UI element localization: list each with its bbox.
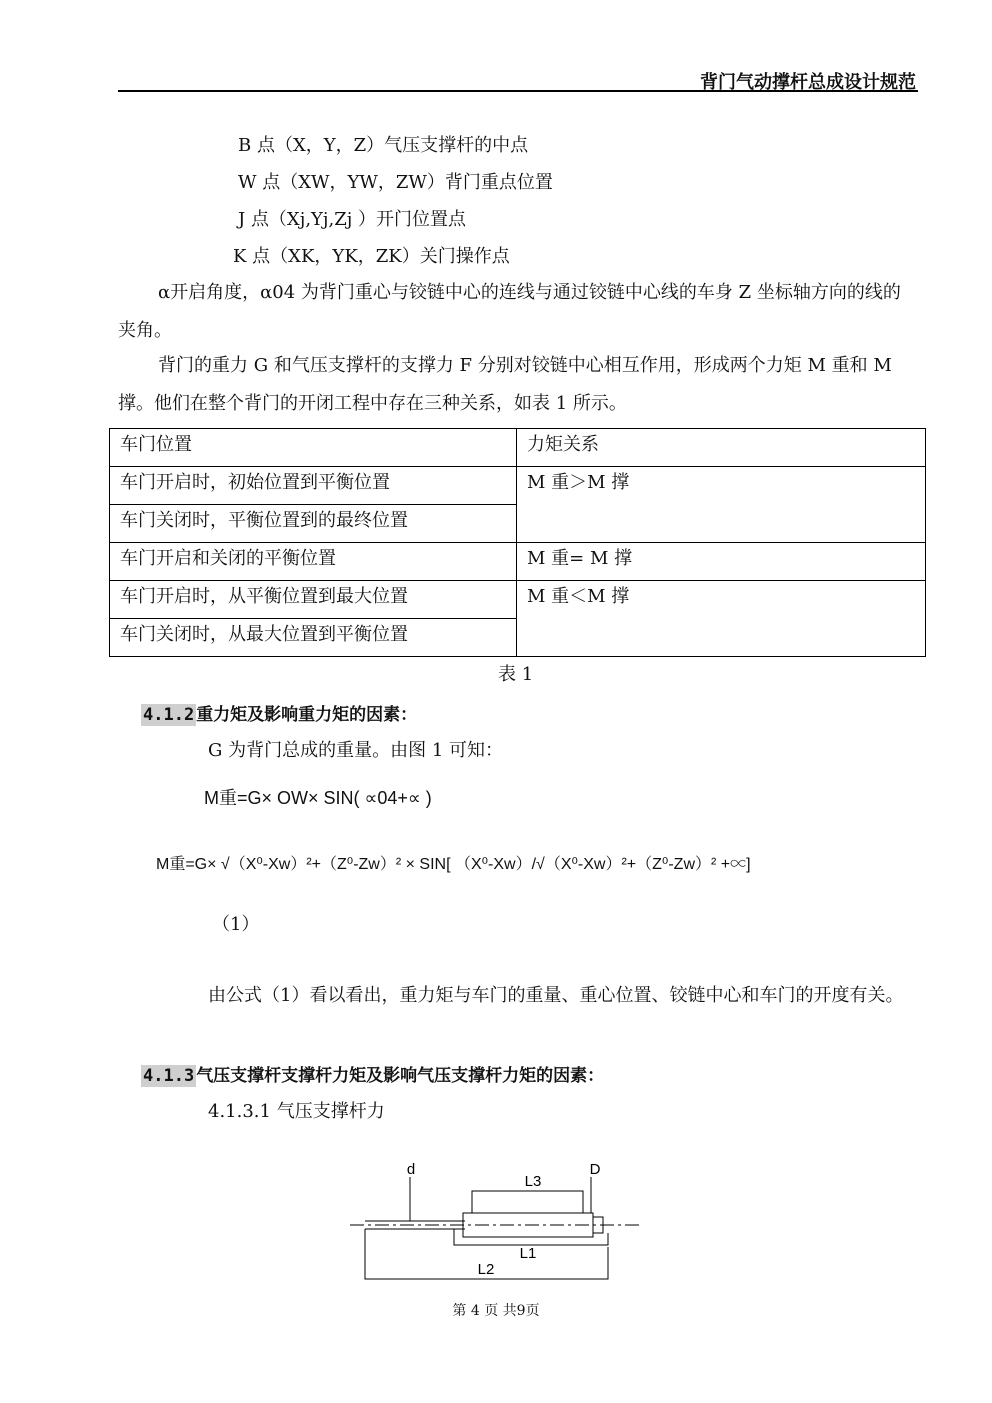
l3-bracket — [472, 1191, 583, 1213]
subsection-title: 4.1.3.1 气压支撑杆力 — [208, 1101, 385, 1122]
point-b: B 点（X，Y，Z）气压支撑杆的中点 — [238, 135, 529, 156]
formula-gravity-moment-expanded: M重=G× √（X⁰-Xw）²+（Z⁰-Zw）² × SIN[ （X⁰-Xw）/√（X⁰-Xw）²+（Z⁰-Zw）² +∝] — [156, 856, 751, 873]
section-heading-4-1-3 — [141, 1061, 604, 1086]
label-D: D — [589, 1161, 601, 1178]
header-rule — [118, 90, 918, 92]
header-title: 背门气动撑杆总成设计规范 — [700, 72, 916, 93]
moments-text: 背门的重力 G 和气压支撑杆的支撑力 F 分别对铰链中心相互作用，形成两个力矩 M 重和 M 撑。他们在整个背门的开闭工程中存在三种关系，如表 1 所示。 — [118, 355, 892, 414]
section-number: 4.1.3 — [143, 1066, 195, 1086]
alpha-paragraph — [118, 274, 918, 350]
equation-number: （1） — [212, 914, 260, 935]
table-cell: 车门开启时，从平衡位置到最大位置 — [110, 581, 517, 619]
point-j: J 点（Xj,Yj,Zj ）开门位置点 — [238, 209, 467, 230]
table-cell: 车门关闭时，平衡位置到的最终位置 — [110, 505, 517, 543]
point-w: W 点（XW，YW，ZW）背门重点位置 — [238, 172, 553, 193]
alpha-text: α开启角度，α04 为背门重心与铰链中心的连线与通过铰链中心线的车身 Z 坐标轴方向的线的夹角。 — [118, 282, 901, 341]
table-cell: 车门开启时，初始位置到平衡位置 — [110, 467, 517, 505]
table-header-door-position: 车门位置 — [110, 429, 517, 467]
label-L2: L2 — [477, 1261, 495, 1278]
table-cell: M 重＞M 撑 — [517, 467, 926, 543]
table-row — [110, 467, 926, 505]
moments-paragraph — [118, 347, 918, 423]
label-d: d — [406, 1161, 416, 1178]
table-cell: M 重= M 撑 — [517, 543, 926, 581]
label-L3: L3 — [524, 1173, 542, 1190]
section-title: 重力矩及影响重力矩的因素： — [196, 705, 418, 725]
section-number: 4.1.2 — [143, 705, 195, 725]
gravity-conclusion: 由公式（1）看以看出，重力矩与车门的重量、重心位置、铰链中心和车门的开度有关。 — [208, 985, 904, 1006]
table-row — [110, 543, 926, 581]
page-footer: 第 4 页 共9页 — [452, 1303, 540, 1319]
gas-strut-diagram — [345, 1155, 645, 1285]
moment-relation-table — [109, 428, 926, 657]
table-cell: 车门开启和关闭的平衡位置 — [110, 543, 517, 581]
point-k: K 点（XK，YK，ZK）关门操作点 — [233, 246, 510, 267]
section-title: 气压支撑杆支撑杆力矩及影响气压支撑杆力矩的因素： — [196, 1066, 605, 1086]
formula-gravity-moment: M重=G× OW× SIN( ∝04+∝ ) — [204, 788, 432, 808]
table-header-row — [110, 429, 926, 467]
section-heading-4-1-2 — [141, 700, 417, 725]
section-intro: G 为背门总成的重量。由图 1 可知： — [208, 740, 503, 761]
table-cell: M 重＜M 撑 — [517, 581, 926, 657]
table-row — [110, 581, 926, 619]
table-caption: 表 1 — [498, 664, 534, 685]
label-L1: L1 — [519, 1245, 537, 1262]
table-header-moment-relation: 力矩关系 — [517, 429, 926, 467]
table-cell: 车门关闭时，从最大位置到平衡位置 — [110, 619, 517, 657]
